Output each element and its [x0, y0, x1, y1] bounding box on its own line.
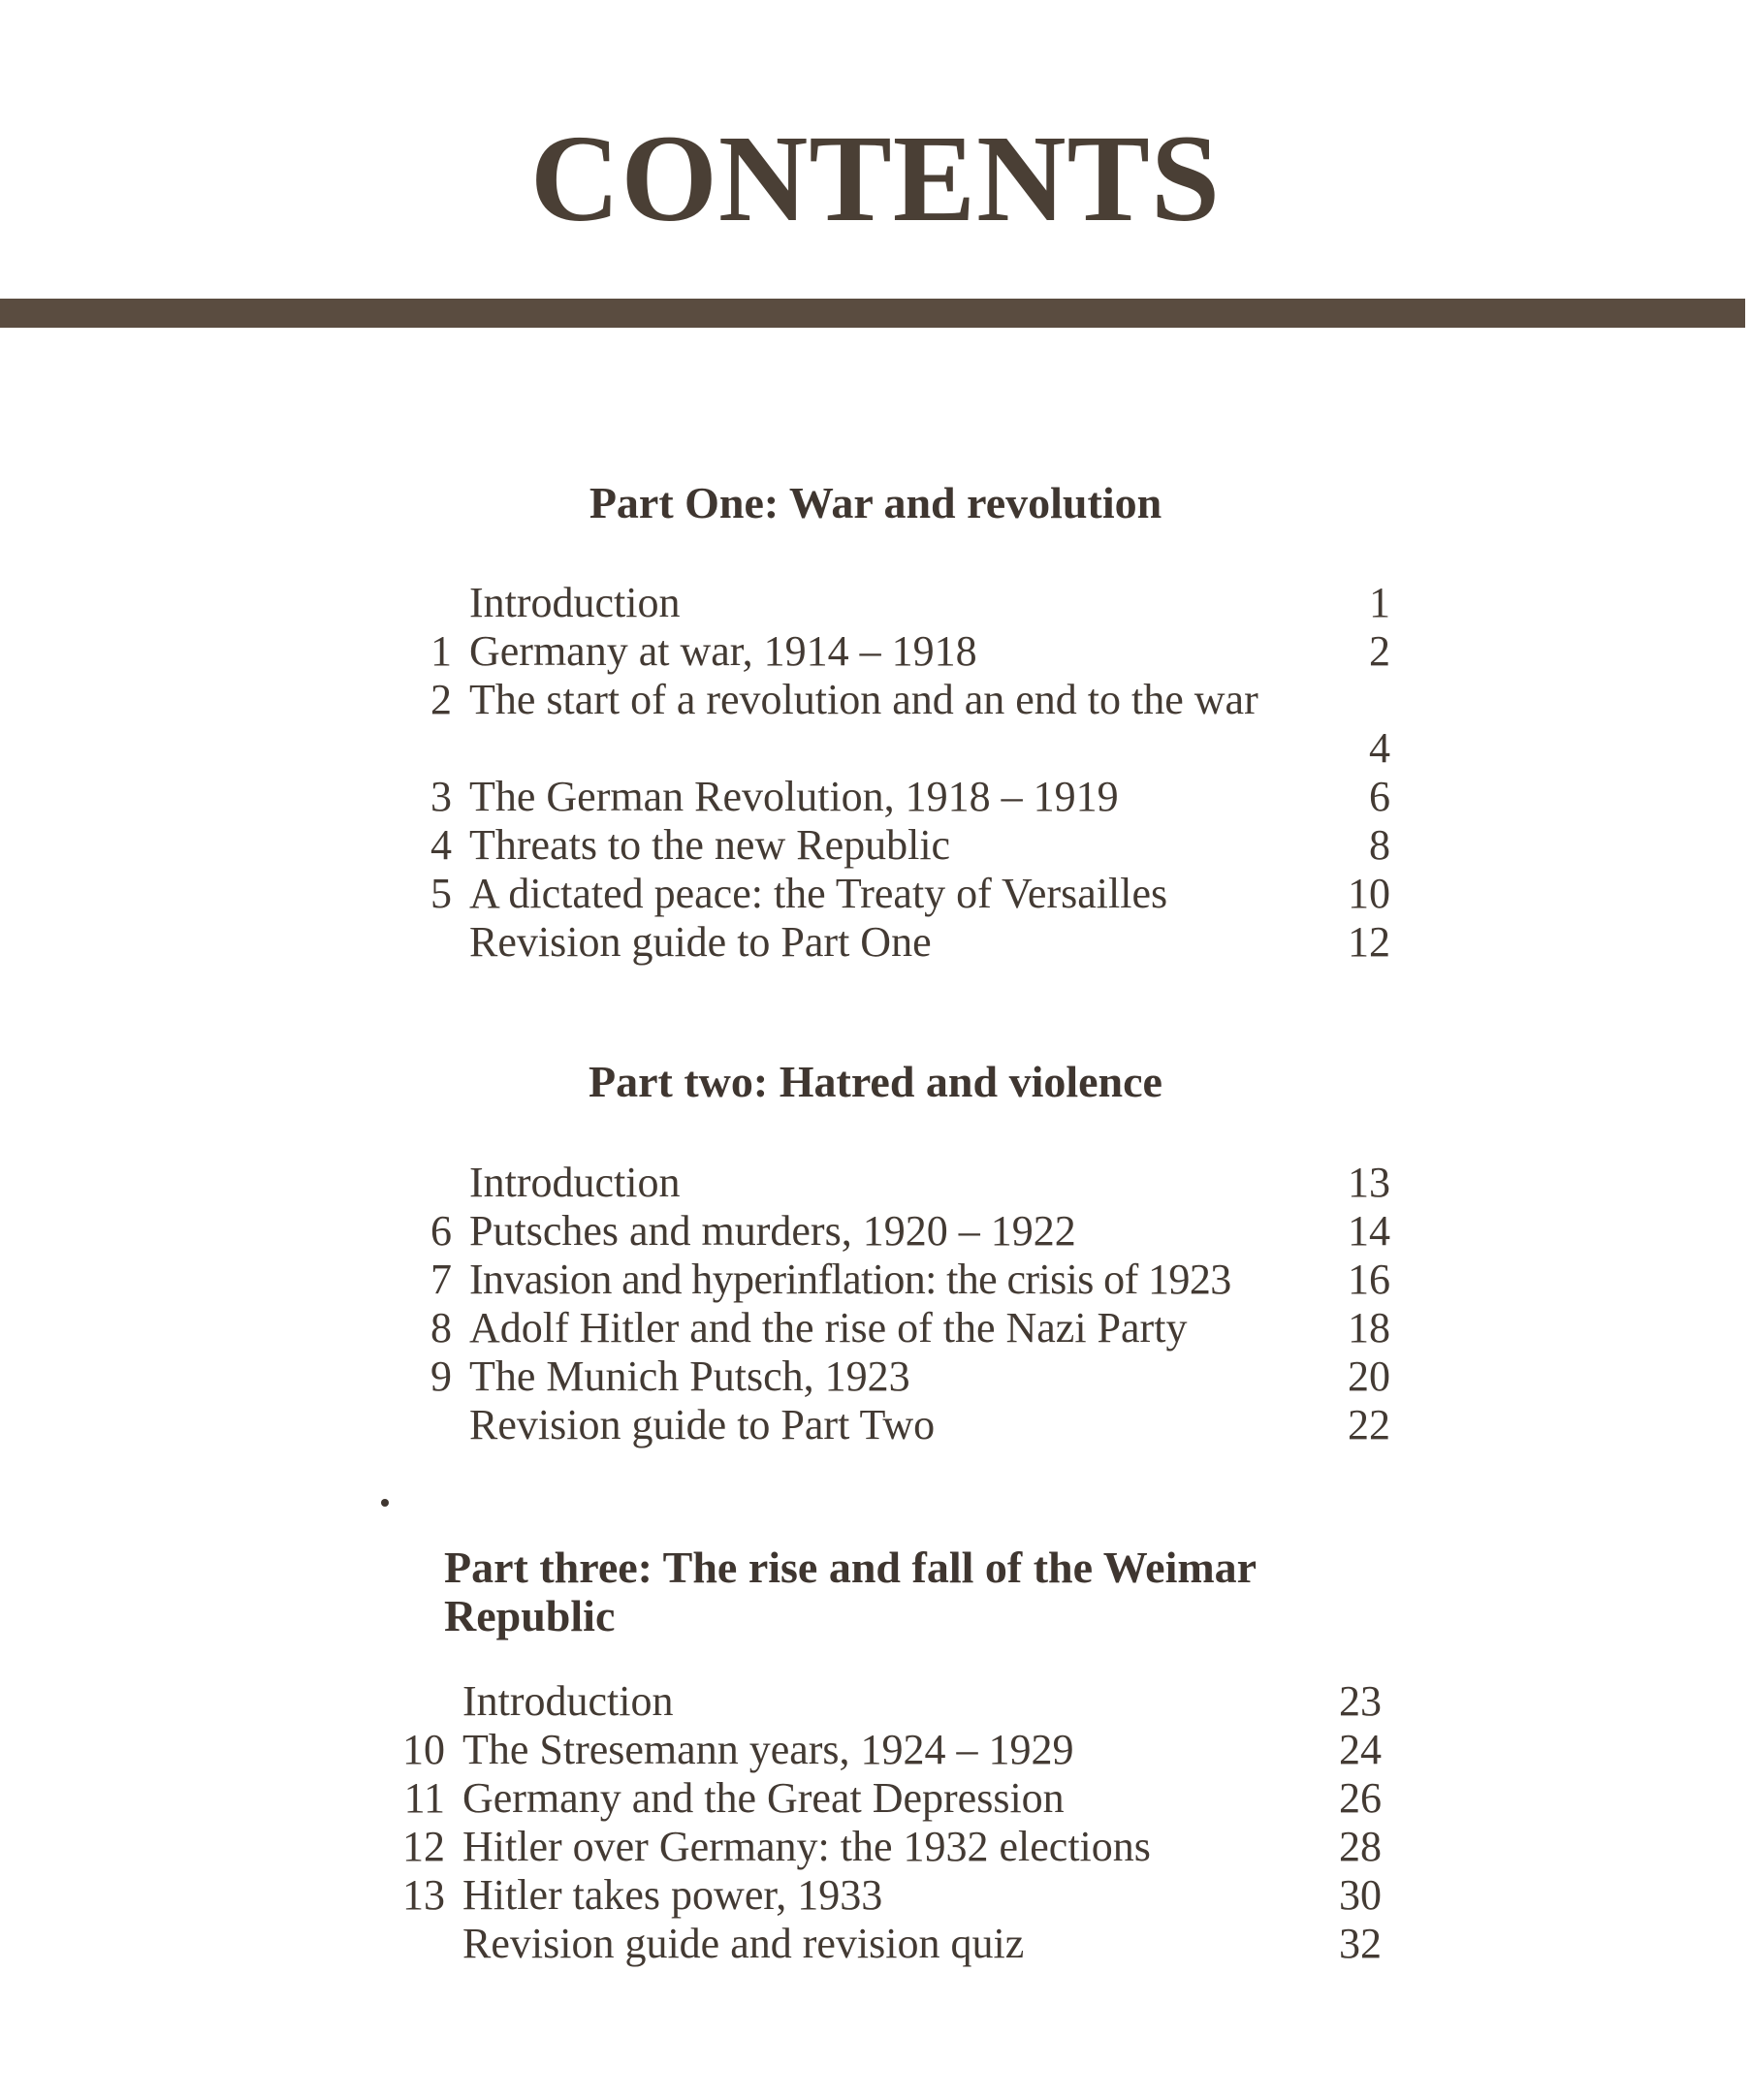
toc-entry [402, 1726, 1382, 1774]
toc-entry [469, 579, 1390, 627]
page-number: 6 [1369, 773, 1390, 820]
toc-entry [402, 1823, 1382, 1871]
page-number: 12 [1348, 918, 1390, 966]
part-one-entries [430, 579, 1390, 967]
page-number: 20 [1348, 1352, 1390, 1400]
page-number: 28 [1339, 1823, 1382, 1870]
chapter-number: 6 [430, 1207, 452, 1255]
chapter-number: 13 [402, 1871, 445, 1919]
page-number: 16 [1348, 1256, 1390, 1303]
entry-title: The Munich Putsch, 1923 [469, 1352, 910, 1400]
page-number: 23 [1339, 1677, 1382, 1725]
stray-ink-dot [381, 1499, 389, 1507]
entry-title: The start of a revolution and an end to the war [469, 676, 1258, 723]
chapter-number: 1 [430, 627, 452, 675]
part-three-heading: Part three: The rise and fall of the Weimar Republic [444, 1543, 1257, 1640]
page-number: 2 [1369, 627, 1390, 675]
toc-entry [462, 1677, 1382, 1726]
entry-title: Threats to the new Republic [469, 821, 951, 869]
entry-title: A dictated peace: the Treaty of Versailles [469, 870, 1168, 917]
chapter-number: 7 [430, 1256, 452, 1303]
toc-entry [430, 1207, 1390, 1256]
part-three-entries [402, 1677, 1382, 1968]
toc-entry [430, 1256, 1390, 1304]
entry-title: Invasion and hyperinflation: the crisis of 1923 [469, 1256, 1231, 1303]
chapter-number: 2 [430, 676, 452, 723]
entry-title: Revision guide to Part Two [469, 1401, 936, 1448]
title-divider [0, 299, 1745, 328]
toc-entry [402, 1871, 1382, 1920]
toc-entry [430, 821, 1390, 870]
page-title: CONTENTS [529, 109, 1222, 247]
toc-entry [430, 773, 1390, 821]
entry-title: Introduction [469, 579, 681, 626]
chapter-number: 12 [402, 1823, 445, 1870]
entry-title: Germany at war, 1914 – 1918 [469, 627, 977, 675]
toc-entry [430, 676, 1390, 773]
entry-title: Adolf Hitler and the rise of the Nazi Party [469, 1304, 1188, 1352]
entry-title: Revision guide and revision quiz [462, 1920, 1025, 1967]
toc-entry [403, 1774, 1382, 1823]
toc-entry [430, 627, 1390, 676]
entry-title: Introduction [469, 1159, 681, 1206]
page-number: 18 [1348, 1304, 1390, 1352]
chapter-number: 10 [402, 1726, 445, 1773]
part-two-heading: Part two: Hatred and violence [589, 1057, 1162, 1106]
page-number: 4 [1369, 724, 1390, 772]
entry-title: Introduction [462, 1677, 674, 1725]
entry-title: The Stresemann years, 1924 – 1929 [462, 1726, 1074, 1773]
chapter-number: 8 [430, 1304, 452, 1352]
page-number: 32 [1339, 1920, 1382, 1967]
page-number: 14 [1348, 1207, 1390, 1255]
part-one-heading: Part One: War and revolution [589, 478, 1162, 527]
chapter-number: 4 [430, 821, 452, 869]
chapter-number: 5 [430, 870, 452, 917]
page-number: 1 [1369, 579, 1390, 626]
toc-entry [469, 918, 1390, 967]
entry-title: Hitler over Germany: the 1932 elections [462, 1823, 1151, 1870]
chapter-number: 11 [403, 1774, 445, 1822]
toc-entry [430, 1304, 1390, 1352]
toc-entry [430, 870, 1390, 918]
toc-entry [469, 1401, 1390, 1449]
page-number: 22 [1348, 1401, 1390, 1448]
entry-title: Revision guide to Part One [469, 918, 932, 966]
chapter-number: 3 [430, 773, 452, 820]
toc-entry [469, 1159, 1390, 1207]
page-number: 10 [1348, 870, 1390, 917]
toc-entry [462, 1920, 1382, 1968]
entry-title: Putsches and murders, 1920 – 1922 [469, 1207, 1076, 1255]
page-number: 8 [1369, 821, 1390, 869]
entry-title: Germany and the Great Depression [462, 1774, 1065, 1822]
page-number: 30 [1339, 1871, 1382, 1919]
chapter-number: 9 [430, 1352, 452, 1400]
toc-entry [430, 1352, 1390, 1401]
page-number: 24 [1339, 1726, 1382, 1773]
part-two-entries [430, 1159, 1390, 1449]
page-number: 26 [1339, 1774, 1382, 1822]
entry-title: Hitler takes power, 1933 [462, 1871, 883, 1919]
page-number: 13 [1348, 1159, 1390, 1206]
entry-title: The German Revolution, 1918 – 1919 [469, 773, 1119, 820]
